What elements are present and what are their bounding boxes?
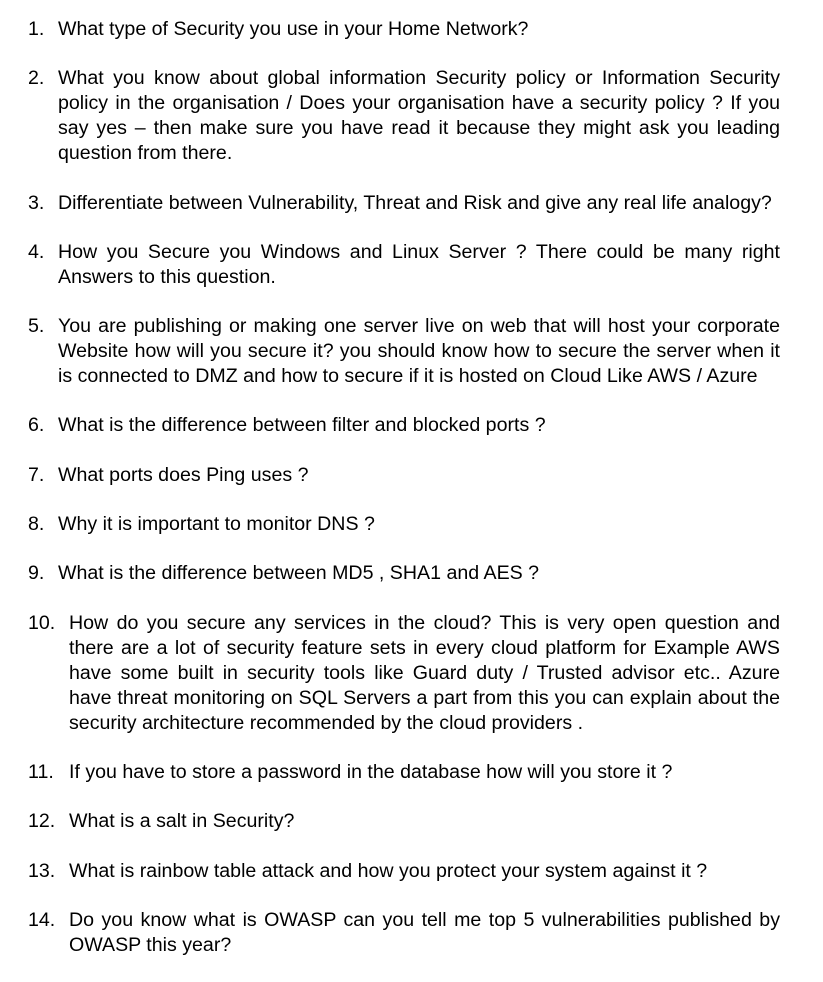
- list-item-text: What is the difference between MD5 , SHA1 and AES ?: [58, 562, 540, 585]
- list-item: [0, 191, 823, 216]
- list-item-text: Why it is important to monitor DNS ?: [58, 513, 375, 536]
- list-item: [0, 512, 823, 537]
- list-item-number: 8.: [28, 513, 45, 536]
- list-item-number: 1.: [28, 18, 45, 40]
- list-item-text: What is a salt in Security?: [69, 810, 295, 833]
- list-item-text: How you Secure you Windows and Linux Server ? There could be many right Answers to this question.: [58, 240, 780, 288]
- list-item: [0, 17, 823, 42]
- list-item-text: Do you know what is OWASP can you tell me top 5 vulnerabilities published by OWASP this year?: [69, 908, 780, 956]
- list-item: [0, 760, 823, 785]
- list-item-text: What is the difference between filter and blocked ports ?: [58, 414, 546, 437]
- list-item-text: What you know about global information Security policy or Information Security policy in the organisation / Does your organisation have a security policy ? If you say yes – then make sure you have read it because they might ask you leading question from there.: [58, 67, 780, 165]
- list-item-number: 3.: [28, 191, 45, 214]
- list-item-text: If you have to store a password in the database how will you store it ?: [69, 760, 673, 783]
- list-item-number: 7.: [28, 463, 45, 486]
- list-item-number: 5.: [28, 315, 45, 338]
- list-item-text: What ports does Ping uses ?: [58, 463, 309, 486]
- list-item-text: How do you secure any services in the cloud? This is very open question and there are a lot of security feature sets in every cloud platform for Example AWS have some built in security tools like Guard duty / Trusted advisor etc.. Azure have threat monitoring on SQL Servers a part from this you can explain about the security architecture recommended by the cloud providers .: [69, 611, 780, 734]
- list-item-number: 4.: [28, 240, 45, 263]
- list-item-number: 6.: [28, 414, 45, 437]
- list-item: [0, 66, 823, 166]
- list-item: [0, 413, 823, 438]
- list-item: [0, 314, 823, 389]
- list-item-number: 10.: [28, 611, 56, 634]
- interview-question-list: [0, 17, 823, 982]
- list-item: [0, 240, 823, 290]
- list-item-text: What type of Security you use in your Home Network?: [58, 18, 529, 40]
- list-item-number: 14.: [28, 908, 56, 931]
- list-item-number: 9.: [28, 562, 45, 585]
- list-item-text: You are publishing or making one server live on web that will host your corporate Website how will you secure it? you should know how to secure the server when it is connected to DMZ and how to secure if it is hosted on Cloud Like AWS / Azure: [58, 315, 780, 388]
- list-item: [0, 463, 823, 488]
- list-item: [0, 809, 823, 834]
- list-item: [0, 611, 823, 736]
- list-item-text: Differentiate between Vulnerability, Threat and Risk and give any real life analogy?: [58, 191, 772, 214]
- list-item-number: 2.: [28, 67, 45, 90]
- list-item-text: What is rainbow table attack and how you protect your system against it ?: [69, 859, 708, 882]
- list-item: [0, 859, 823, 884]
- list-item: [0, 561, 823, 586]
- list-item-number: 12.: [28, 810, 56, 833]
- list-item-number: 11.: [28, 760, 54, 783]
- list-item: [0, 908, 823, 958]
- list-item-number: 13.: [28, 859, 56, 882]
